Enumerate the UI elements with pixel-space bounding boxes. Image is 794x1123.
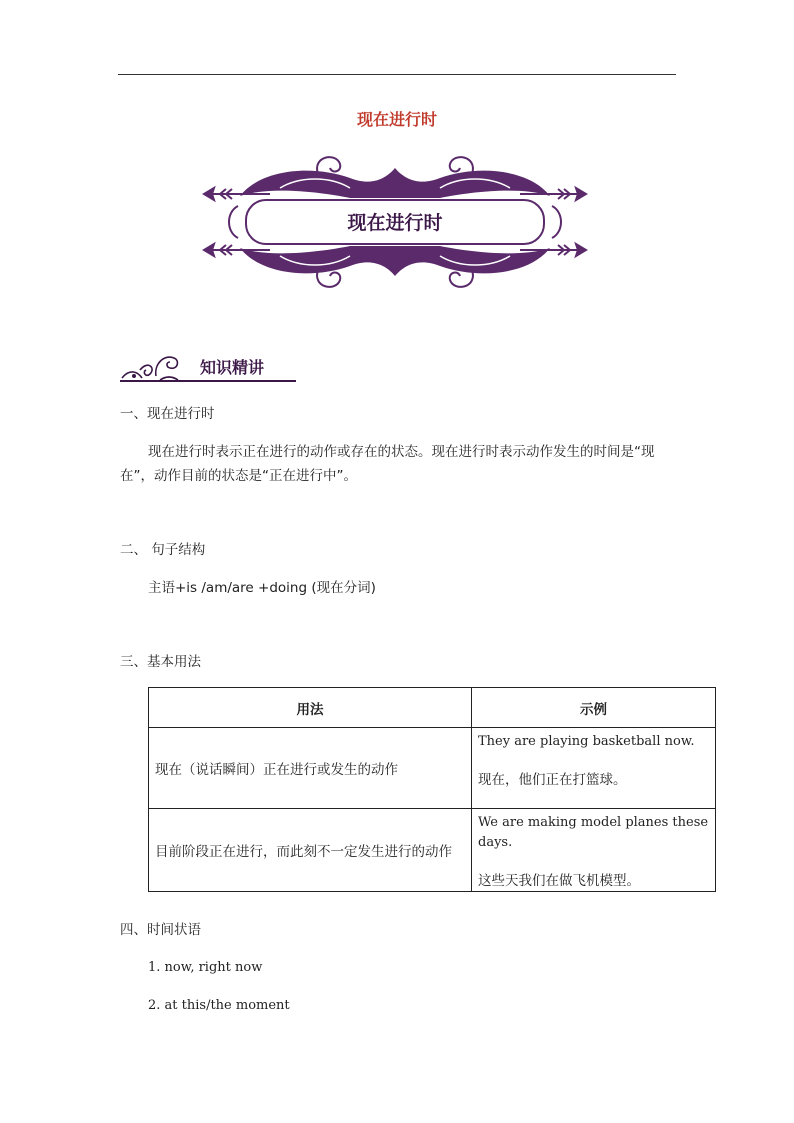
table-row	[149, 809, 716, 892]
header-usage: 用法	[149, 688, 472, 728]
header-rule	[118, 74, 676, 75]
section-3-heading: 三、基本用法	[120, 654, 201, 670]
example-cell	[472, 728, 716, 809]
section-2-heading: 二、 句子结构	[120, 542, 206, 558]
section-1-heading: 一、现在进行时	[120, 406, 215, 422]
sentence-formula: 主语+is /am/are +doing (现在分词)	[148, 580, 376, 596]
section-1-paragraph-line-1: 现在进行时表示正在进行的动作或存在的状态。现在进行时表示动作发生的时间是“现	[148, 444, 655, 460]
section-header-label: 知识精讲	[200, 358, 265, 377]
section-header-underline	[120, 380, 296, 382]
time-adverbial-item: 1. now, right now	[148, 960, 263, 975]
header-example: 示例	[472, 688, 716, 728]
time-adverbial-item: 2. at this/the moment	[148, 998, 290, 1013]
table-row	[149, 728, 716, 809]
section-4-heading: 四、时间状语	[120, 922, 201, 938]
banner-text: 现在进行时	[347, 212, 443, 234]
section-1-paragraph-line-2: 在”，动作目前的状态是“正在进行中”。	[120, 468, 357, 484]
ornamental-banner	[200, 150, 590, 298]
example-chinese: 现在，他们正在打篮球。	[478, 772, 627, 788]
example-chinese: 这些天我们在做飞机模型。	[478, 873, 640, 889]
example-english: We are making model planes these days.	[478, 815, 709, 850]
example-cell	[472, 809, 716, 892]
example-english: They are playing basketball now.	[478, 734, 695, 749]
usage-table	[148, 687, 716, 892]
scroll-flourish-icon	[120, 346, 184, 382]
usage-cell: 目前阶段正在进行，而此刻不一定发生进行的动作	[149, 809, 472, 892]
table-header-row	[149, 688, 716, 728]
page-title: 现在进行时	[356, 110, 437, 129]
usage-cell: 现在（说话瞬间）正在进行或发生的动作	[149, 728, 472, 809]
section-header	[120, 346, 296, 384]
